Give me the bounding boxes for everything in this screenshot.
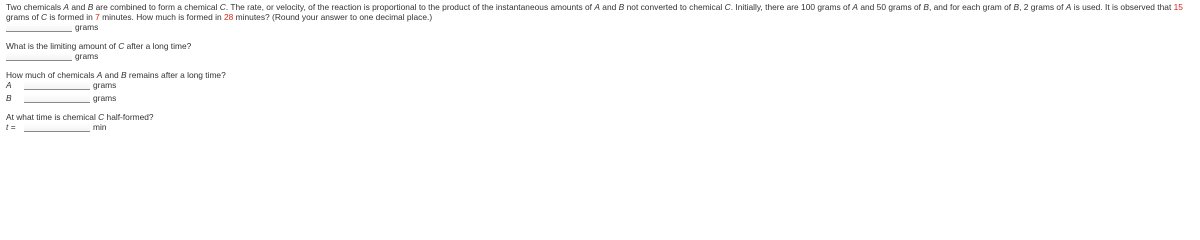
question-text: What is the limiting amount of <box>6 41 119 51</box>
var-a: A <box>852 2 858 12</box>
problem-text: not converted to chemical <box>624 2 725 12</box>
var-b: B <box>87 2 94 12</box>
answer-row-b <box>6 93 116 103</box>
label-a: A <box>6 80 12 90</box>
var-b: B <box>1013 2 1020 12</box>
var-b: B <box>618 2 625 12</box>
unit-label: grams <box>75 51 99 61</box>
var-a: A <box>96 70 103 80</box>
answer-b-input[interactable] <box>24 94 90 103</box>
question-text: and <box>102 70 121 80</box>
unit-label: grams <box>75 22 99 32</box>
problem-text: and 50 grams of <box>858 2 924 12</box>
problem-text: minutes. How much is formed in <box>99 12 224 22</box>
var-a: A <box>1065 2 1072 12</box>
answer-row-formed <box>6 22 98 32</box>
question-text: after a long time? <box>124 41 192 51</box>
problem-text: minutes? (Round your answer to one decimal place.) <box>233 12 433 22</box>
answer-row-a <box>6 80 116 90</box>
problem-text: are combined to form a chemical <box>93 2 220 12</box>
t-label: t = <box>6 122 16 132</box>
problem-text: . The rate, or velocity, of the reaction is proportional to the product of the instantaneous amounts of <box>225 2 595 12</box>
question-text: How much of chemicals <box>6 70 97 80</box>
highlight-minutes-target: 28 <box>223 12 234 22</box>
answer-formed-input[interactable] <box>6 23 72 32</box>
highlight-grams: 15 <box>1173 2 1183 12</box>
problem-text: , 2 grams of <box>1019 2 1066 12</box>
question-remains <box>6 70 226 80</box>
var-b: B <box>923 2 929 12</box>
unit-label: min <box>93 122 107 132</box>
answer-a-input[interactable] <box>24 81 90 90</box>
question-text: At what time is chemical <box>6 112 99 122</box>
var-c: C <box>98 112 105 122</box>
var-c: C <box>41 12 48 22</box>
problem-statement <box>6 2 1196 22</box>
question-limiting <box>6 41 191 51</box>
var-b: B <box>121 70 127 80</box>
label-b: B <box>6 93 12 103</box>
var-a: A <box>63 2 69 12</box>
answer-row-limiting <box>6 51 98 61</box>
problem-text: is formed in <box>47 12 96 22</box>
var-c: C <box>724 2 731 12</box>
unit-label: grams <box>93 80 117 90</box>
var-c: C <box>118 41 125 51</box>
question-text: remains after a long time? <box>126 70 226 80</box>
var-a: A <box>594 2 600 12</box>
problem-text: Two chemicals <box>6 2 64 12</box>
highlight-minutes: 7 <box>95 12 100 22</box>
answer-row-time <box>6 122 107 132</box>
var-c: C <box>219 2 226 12</box>
problem-text: grams of <box>6 12 41 22</box>
problem-text: . Initially, there are 100 grams of <box>730 2 853 12</box>
problem-text: is used. It is observed that <box>1071 2 1174 12</box>
unit-label: grams <box>93 93 117 103</box>
question-half-formed <box>6 112 154 122</box>
question-text: half-formed? <box>104 112 154 122</box>
problem-text: and <box>599 2 619 12</box>
answer-limiting-input[interactable] <box>6 52 72 61</box>
problem-text: and <box>69 2 88 12</box>
problem-text: , and for each gram of <box>928 2 1014 12</box>
answer-time-input[interactable] <box>24 123 90 132</box>
